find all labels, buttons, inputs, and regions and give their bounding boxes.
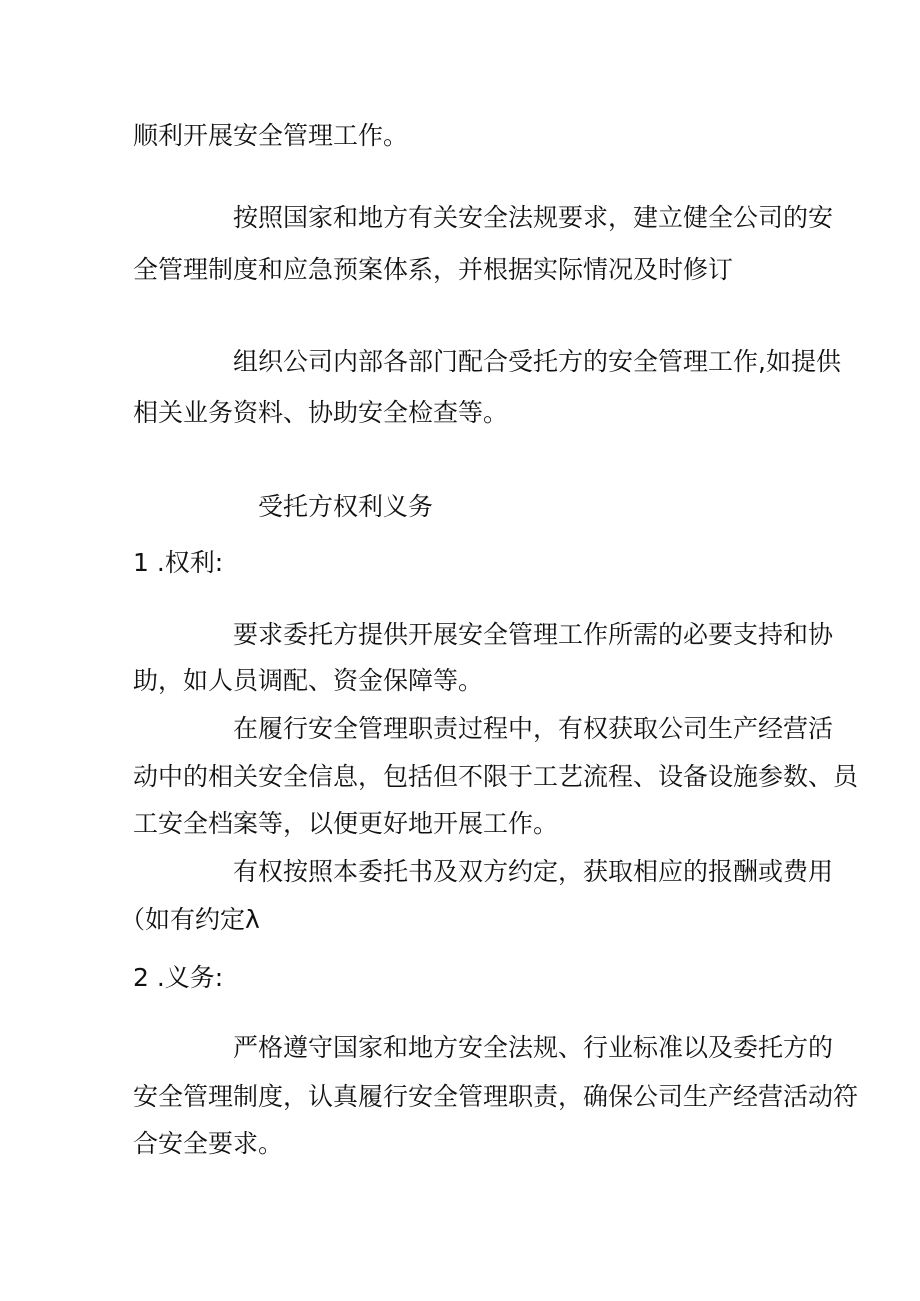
text-line: 组织公司内部各部门配合受托方的安全管理工作,如提供 bbox=[233, 347, 841, 376]
text-line: 助，如人员调配、资金保障等。 bbox=[133, 666, 484, 695]
text-line: 相关业务资料、协助安全检查等。 bbox=[133, 398, 509, 427]
text-line: 全管理制度和应急预案体系，并根据实际情况及时修订 bbox=[133, 255, 734, 284]
text-line: 顺利开展安全管理工作。 bbox=[133, 121, 409, 150]
text-line: （如有约定λ bbox=[120, 905, 260, 934]
text-line: 在履行安全管理职责过程中，有权获取公司生产经营活 bbox=[233, 714, 834, 743]
rights-heading: 1 .权利: bbox=[133, 548, 224, 577]
text-line: 要求委托方提供开展安全管理工作所需的必要支持和协 bbox=[233, 620, 834, 649]
text-line: 有权按照本委托书及双方约定，获取相应的报酬或费用 bbox=[233, 857, 834, 886]
text-line: 严格遵守国家和地方安全法规、行业标准以及委托方的 bbox=[233, 1033, 834, 1062]
duties-heading: 2 .义务: bbox=[133, 963, 224, 992]
text-line: 合安全要求。 bbox=[133, 1129, 284, 1158]
text-line: 动中的相关安全信息，包括但不限于工艺流程、设备设施参数、员 bbox=[133, 762, 859, 791]
section-heading: 受托方权利义务 bbox=[258, 492, 434, 521]
text-line: 按照国家和地方有关安全法规要求，建立健全公司的安 bbox=[233, 203, 834, 232]
text-line: 安全管理制度，认真履行安全管理职责，确保公司生产经营活动符 bbox=[133, 1082, 859, 1111]
text-line: 工安全档案等，以便更好地开展工作。 bbox=[133, 809, 559, 838]
